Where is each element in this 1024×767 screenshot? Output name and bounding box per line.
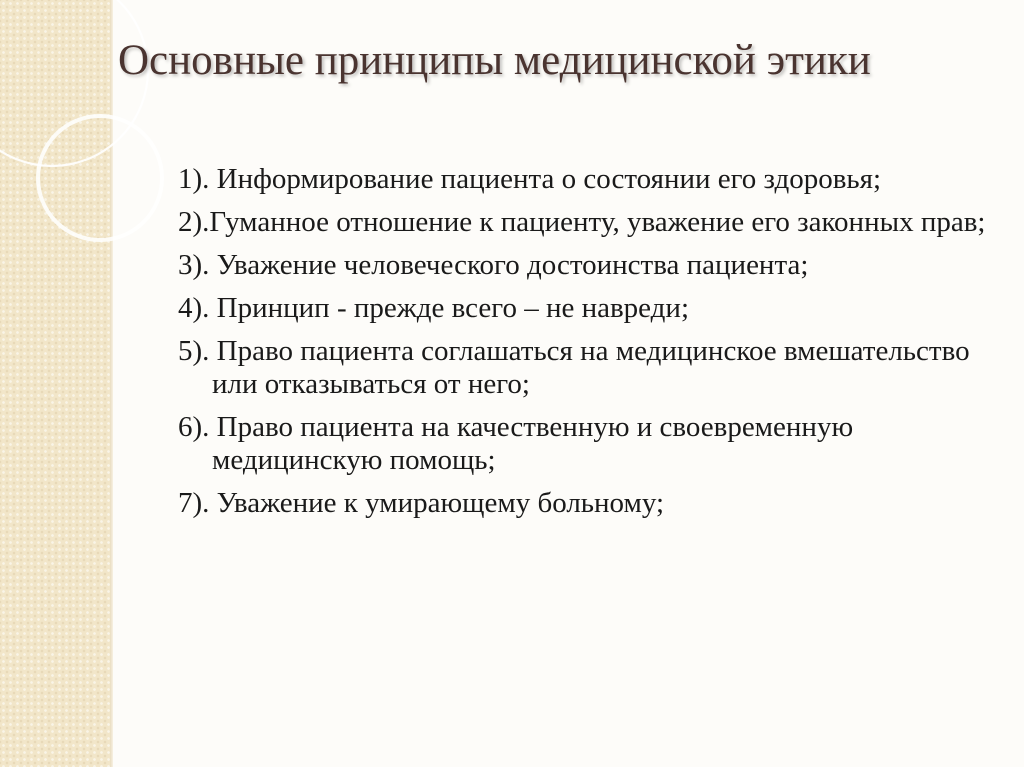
decorative-ring-small	[38, 116, 162, 240]
list-item: 2).Гуманное отношение к пациенту, уважение его законных прав;	[178, 206, 986, 238]
list-item: 6). Право пациента на качественную и своевременную медицинскую помощь;	[178, 411, 854, 476]
list-item: 3). Уважение человеческого достоинства пациента;	[178, 249, 809, 281]
list-item: 1). Информирование пациента о состоянии его здоровья;	[178, 163, 882, 195]
list-item: 7). Уважение к умирающему больному;	[178, 487, 665, 519]
list-item: 5). Право пациента соглашаться на медицинское вмешательство или отказываться от него;	[178, 335, 970, 400]
slide-title: Основные принципы медицинской этики	[118, 37, 871, 84]
principles-list	[178, 163, 998, 530]
list-item: 4). Принцип - прежде всего – не навреди;	[178, 292, 689, 324]
